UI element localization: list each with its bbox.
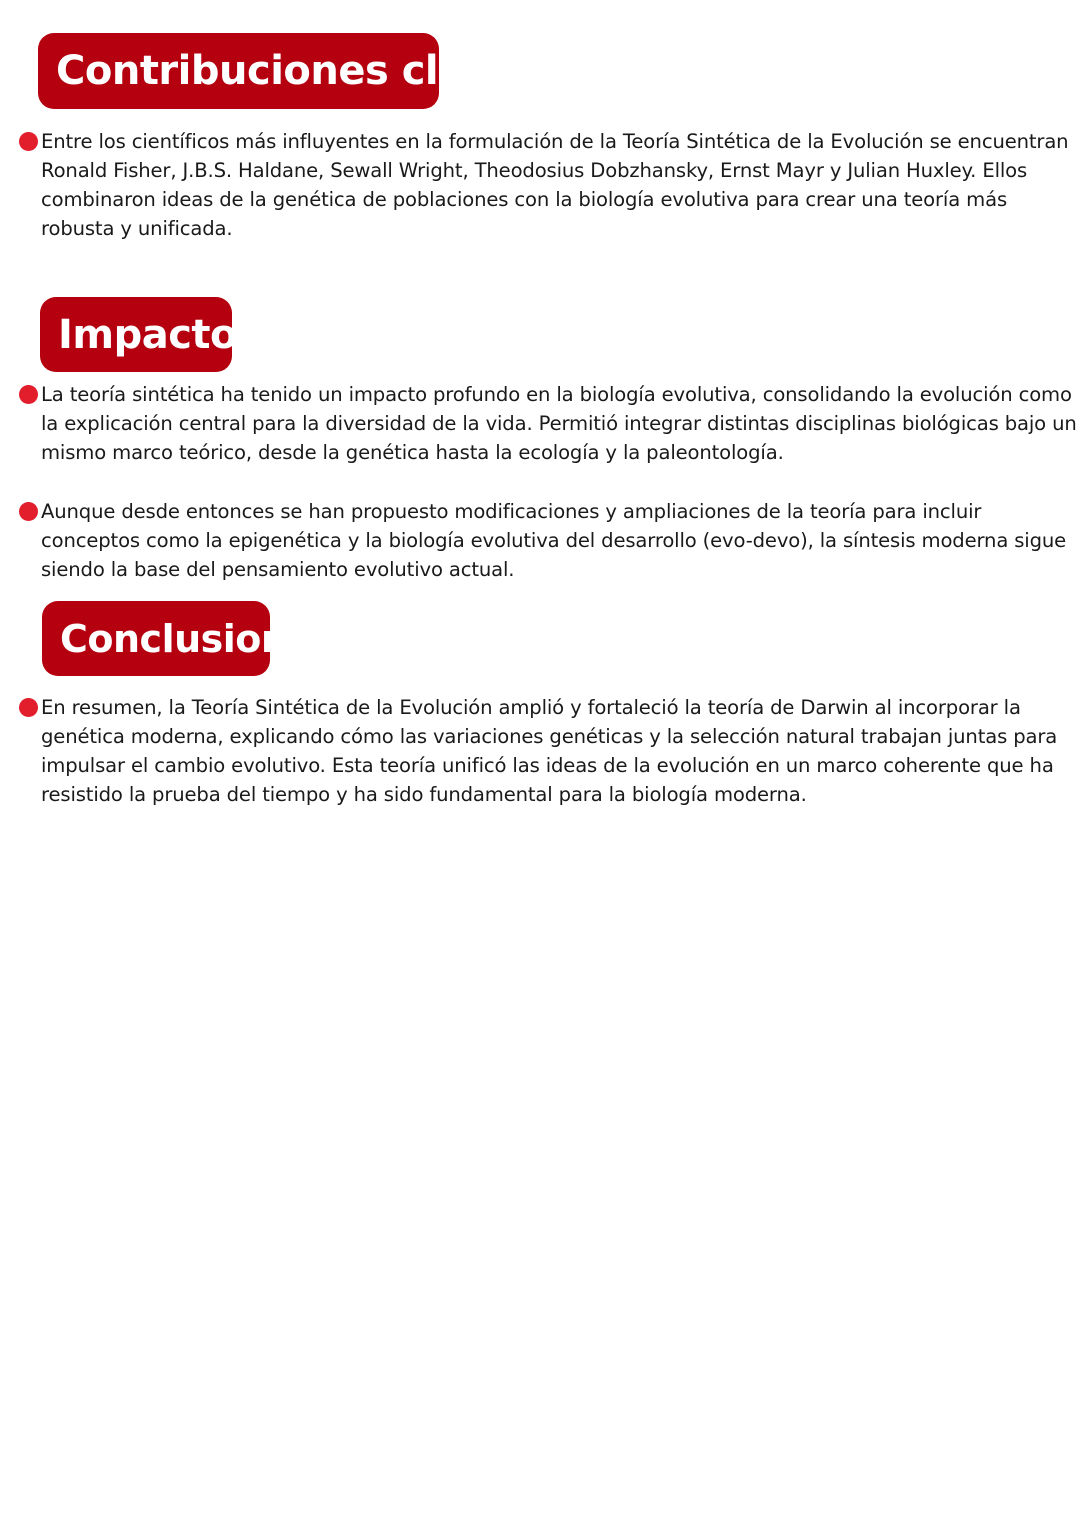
section-title-impacto	[40, 297, 237, 372]
section-title-conclusion	[42, 601, 288, 676]
bullet-paragraph	[41, 380, 1080, 467]
section-title-text: Conclusion	[60, 616, 288, 661]
section-title-text: Impacto	[58, 311, 237, 358]
bullet-dot-icon	[19, 385, 38, 404]
bullet-dot-icon	[19, 132, 38, 151]
section-title-contribuciones	[38, 33, 517, 109]
section-title-text: Contribuciones clave	[56, 48, 517, 94]
paragraph-text: En resumen, la Teoría Sintética de la Evolución amplió y fortaleció la teoría de Darwin al incorporar la genética moderna, explicando cómo las variaciones genéticas y la selección natural trabajan juntas para impulsar el cambio evolutivo. Esta teoría unificó las ideas de la evolución en un marco coherente que ha resistido la prueba del tiempo y ha sido fundamental para la biología moderna.	[41, 696, 1058, 806]
paragraph-text: La teoría sintética ha tenido un impacto profundo en la biología evolutiva, consolidando la evolución como la explicación central para la diversidad de la vida. Permitió integrar distintas disciplinas biológicas bajo un mismo marco teórico, desde la genética hasta la ecología y la paleontología.	[41, 383, 1077, 464]
bullet-paragraph	[41, 127, 1080, 243]
paragraph-text: Entre los científicos más influyentes en la formulación de la Teoría Sintética de la Evolución se encuentran Ronald Fisher, J.B.S. Haldane, Sewall Wright, Theodosius Dobzhansky, Ernst Mayr y Julian Huxley. Ellos combinaron ideas de la genética de poblaciones con la biología evolutiva para crear una teoría más robusta y unificada.	[41, 130, 1069, 240]
bullet-paragraph	[41, 693, 1080, 809]
paragraph-text: Aunque desde entonces se han propuesto modificaciones y ampliaciones de la teoría para incluir conceptos como la epigenética y la biología evolutiva del desarrollo (evo-devo), la síntesis moderna sigue siendo la base del pensamiento evolutivo actual.	[41, 500, 1067, 581]
bullet-dot-icon	[19, 698, 38, 717]
bullet-paragraph	[41, 497, 1080, 584]
bullet-dot-icon	[19, 502, 38, 521]
